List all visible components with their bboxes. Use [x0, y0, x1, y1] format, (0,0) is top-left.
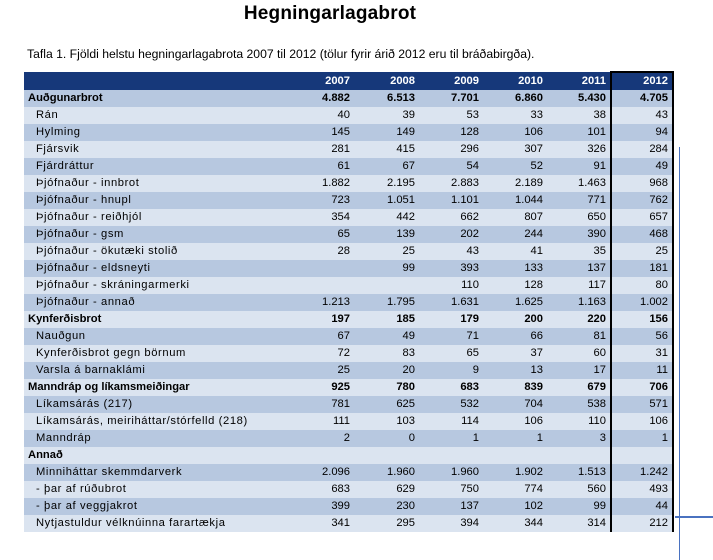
value-cell: 111 — [287, 413, 354, 430]
value-cell: 1.882 — [287, 175, 354, 192]
value-cell: 762 — [611, 192, 673, 209]
table-row — [24, 226, 673, 243]
value-cell: 683 — [287, 481, 354, 498]
value-cell: 295 — [354, 515, 419, 532]
row-label: Minniháttar skemmdarverk — [24, 464, 287, 481]
value-cell: 72 — [287, 345, 354, 362]
value-cell: 94 — [611, 124, 673, 141]
value-cell: 468 — [611, 226, 673, 243]
value-cell: 43 — [419, 243, 483, 260]
table-row — [24, 413, 673, 430]
row-label: Kynferðisbrot — [24, 311, 287, 328]
value-cell: 1.795 — [354, 294, 419, 311]
value-cell: 781 — [287, 396, 354, 413]
value-cell: 1.463 — [547, 175, 611, 192]
value-cell: 99 — [547, 498, 611, 515]
value-cell: 6.513 — [354, 90, 419, 107]
table-row — [24, 362, 673, 379]
value-cell: 326 — [547, 141, 611, 158]
value-cell: 181 — [611, 260, 673, 277]
value-cell: 17 — [547, 362, 611, 379]
table-row — [24, 175, 673, 192]
value-cell: 71 — [419, 328, 483, 345]
value-cell: 774 — [483, 481, 547, 498]
row-label: Fjárdráttur — [24, 158, 287, 175]
value-cell — [611, 447, 673, 464]
value-cell: 839 — [483, 379, 547, 396]
value-cell: 683 — [419, 379, 483, 396]
value-cell: 65 — [419, 345, 483, 362]
table-row — [24, 328, 673, 345]
row-label: Manndráp — [24, 430, 287, 447]
value-cell: 1 — [483, 430, 547, 447]
value-cell: 156 — [611, 311, 673, 328]
table-row — [24, 141, 673, 158]
row-label: Þjófnaður - skráningarmerki — [24, 277, 287, 294]
row-label: Þjófnaður - hnupl — [24, 192, 287, 209]
value-cell: 5.430 — [547, 90, 611, 107]
value-cell: 1.625 — [483, 294, 547, 311]
header-year: 2009 — [419, 72, 483, 90]
value-cell: 0 — [354, 430, 419, 447]
table-row — [24, 107, 673, 124]
category-row — [24, 311, 673, 328]
value-cell: 807 — [483, 209, 547, 226]
table-row — [24, 243, 673, 260]
value-cell: 39 — [354, 107, 419, 124]
value-cell — [287, 277, 354, 294]
value-cell: 7.701 — [419, 90, 483, 107]
value-cell: 49 — [611, 158, 673, 175]
value-cell: 44 — [611, 498, 673, 515]
table-body — [24, 90, 673, 532]
value-cell: 139 — [354, 226, 419, 243]
value-cell: 706 — [611, 379, 673, 396]
value-cell: 67 — [354, 158, 419, 175]
table-caption: Tafla 1. Fjöldi helstu hegningarlagabrota 2007 til 2012 (tölur fyrir árið 2012 eru til bráðabirgða). — [27, 47, 535, 61]
value-cell: 200 — [483, 311, 547, 328]
value-cell: 11 — [611, 362, 673, 379]
value-cell: 137 — [547, 260, 611, 277]
row-label: Þjófnaður - ökutæki stolið — [24, 243, 287, 260]
value-cell: 102 — [483, 498, 547, 515]
value-cell: 66 — [483, 328, 547, 345]
value-cell: 1.242 — [611, 464, 673, 481]
value-cell: 394 — [419, 515, 483, 532]
value-cell: 103 — [354, 413, 419, 430]
value-cell: 281 — [287, 141, 354, 158]
value-cell: 133 — [483, 260, 547, 277]
value-cell: 1.044 — [483, 192, 547, 209]
value-cell: 179 — [419, 311, 483, 328]
value-cell: 1.960 — [419, 464, 483, 481]
row-label: - þar af veggjakrot — [24, 498, 287, 515]
value-cell: 4.882 — [287, 90, 354, 107]
table-row — [24, 260, 673, 277]
page-title: Hegningarlagabrot — [243, 3, 417, 24]
value-cell: 2.195 — [354, 175, 419, 192]
value-cell: 284 — [611, 141, 673, 158]
value-cell: 80 — [611, 277, 673, 294]
value-cell: 6.860 — [483, 90, 547, 107]
table-row — [24, 158, 673, 175]
value-cell — [354, 447, 419, 464]
header-year-highlighted: 2012 — [611, 72, 673, 90]
value-cell: 560 — [547, 481, 611, 498]
table-row — [24, 515, 673, 532]
value-cell: 67 — [287, 328, 354, 345]
header-row — [24, 72, 673, 90]
value-cell — [287, 447, 354, 464]
crime-statistics-table — [24, 71, 674, 532]
value-cell: 393 — [419, 260, 483, 277]
value-cell: 128 — [419, 124, 483, 141]
table-row — [24, 464, 673, 481]
table-row — [24, 481, 673, 498]
value-cell: 780 — [354, 379, 419, 396]
table-row — [24, 209, 673, 226]
value-cell: 60 — [547, 345, 611, 362]
value-cell: 9 — [419, 362, 483, 379]
value-cell: 657 — [611, 209, 673, 226]
header-year: 2007 — [287, 72, 354, 90]
value-cell: 662 — [419, 209, 483, 226]
value-cell: 2 — [287, 430, 354, 447]
value-cell: 538 — [547, 396, 611, 413]
table-row — [24, 124, 673, 141]
value-cell: 1.213 — [287, 294, 354, 311]
value-cell: 3 — [547, 430, 611, 447]
value-cell: 114 — [419, 413, 483, 430]
value-cell: 296 — [419, 141, 483, 158]
row-label: Kynferðisbrot gegn börnum — [24, 345, 287, 362]
value-cell: 314 — [547, 515, 611, 532]
row-label: Rán — [24, 107, 287, 124]
value-cell: 43 — [611, 107, 673, 124]
value-cell: 33 — [483, 107, 547, 124]
table-row — [24, 430, 673, 447]
value-cell: 442 — [354, 209, 419, 226]
annotation-horizontal-line — [675, 516, 713, 518]
row-label: - þar af rúðubrot — [24, 481, 287, 498]
header-year: 2011 — [547, 72, 611, 90]
row-label: Þjófnaður - reiðhjól — [24, 209, 287, 226]
value-cell: 91 — [547, 158, 611, 175]
value-cell: 38 — [547, 107, 611, 124]
value-cell: 137 — [419, 498, 483, 515]
value-cell: 110 — [419, 277, 483, 294]
value-cell: 128 — [483, 277, 547, 294]
value-cell: 37 — [483, 345, 547, 362]
value-cell: 230 — [354, 498, 419, 515]
value-cell: 106 — [611, 413, 673, 430]
row-label: Annað — [24, 447, 287, 464]
value-cell: 35 — [547, 243, 611, 260]
value-cell: 399 — [287, 498, 354, 515]
value-cell: 354 — [287, 209, 354, 226]
value-cell: 723 — [287, 192, 354, 209]
value-cell — [483, 447, 547, 464]
value-cell — [354, 277, 419, 294]
table-row — [24, 192, 673, 209]
value-cell: 61 — [287, 158, 354, 175]
table-row — [24, 345, 673, 362]
value-cell: 341 — [287, 515, 354, 532]
value-cell — [419, 447, 483, 464]
value-cell: 20 — [354, 362, 419, 379]
value-cell: 1.902 — [483, 464, 547, 481]
value-cell: 2.189 — [483, 175, 547, 192]
value-cell: 307 — [483, 141, 547, 158]
value-cell: 415 — [354, 141, 419, 158]
value-cell: 2.883 — [419, 175, 483, 192]
row-label: Þjófnaður - innbrot — [24, 175, 287, 192]
value-cell: 925 — [287, 379, 354, 396]
value-cell: 40 — [287, 107, 354, 124]
value-cell: 629 — [354, 481, 419, 498]
header-year: 2008 — [354, 72, 419, 90]
value-cell: 54 — [419, 158, 483, 175]
table-row — [24, 396, 673, 413]
table-row — [24, 294, 673, 311]
value-cell: 28 — [287, 243, 354, 260]
value-cell: 81 — [547, 328, 611, 345]
category-row — [24, 379, 673, 396]
row-label: Auðgunarbrot — [24, 90, 287, 107]
value-cell: 4.705 — [611, 90, 673, 107]
value-cell: 13 — [483, 362, 547, 379]
value-cell: 25 — [287, 362, 354, 379]
value-cell: 99 — [354, 260, 419, 277]
value-cell: 1.513 — [547, 464, 611, 481]
table-row — [24, 277, 673, 294]
row-label: Nytjastuldur vélknúinna farartækja — [24, 515, 287, 532]
value-cell: 212 — [611, 515, 673, 532]
value-cell: 117 — [547, 277, 611, 294]
value-cell: 493 — [611, 481, 673, 498]
table-row — [24, 498, 673, 515]
value-cell: 53 — [419, 107, 483, 124]
value-cell: 1.163 — [547, 294, 611, 311]
value-cell: 65 — [287, 226, 354, 243]
value-cell: 1.002 — [611, 294, 673, 311]
value-cell: 31 — [611, 345, 673, 362]
value-cell: 202 — [419, 226, 483, 243]
value-cell: 197 — [287, 311, 354, 328]
row-label: Líkamsárás, meiriháttar/stórfelld (218) — [24, 413, 287, 430]
value-cell: 1 — [611, 430, 673, 447]
value-cell: 25 — [354, 243, 419, 260]
value-cell: 771 — [547, 192, 611, 209]
value-cell: 1 — [419, 430, 483, 447]
value-cell: 49 — [354, 328, 419, 345]
value-cell: 679 — [547, 379, 611, 396]
value-cell — [547, 447, 611, 464]
row-label: Nauðgun — [24, 328, 287, 345]
value-cell: 1.960 — [354, 464, 419, 481]
value-cell: 750 — [419, 481, 483, 498]
value-cell: 1.101 — [419, 192, 483, 209]
value-cell: 532 — [419, 396, 483, 413]
value-cell: 625 — [354, 396, 419, 413]
value-cell: 2.096 — [287, 464, 354, 481]
value-cell: 25 — [611, 243, 673, 260]
value-cell: 704 — [483, 396, 547, 413]
value-cell: 220 — [547, 311, 611, 328]
value-cell: 41 — [483, 243, 547, 260]
value-cell: 185 — [354, 311, 419, 328]
value-cell: 83 — [354, 345, 419, 362]
value-cell: 110 — [547, 413, 611, 430]
row-label: Líkamsárás (217) — [24, 396, 287, 413]
value-cell: 56 — [611, 328, 673, 345]
value-cell: 1.051 — [354, 192, 419, 209]
value-cell: 571 — [611, 396, 673, 413]
category-row — [24, 447, 673, 464]
header-corner — [24, 72, 287, 90]
value-cell: 650 — [547, 209, 611, 226]
row-label: Varsla á barnaklámi — [24, 362, 287, 379]
annotation-vertical-line — [679, 147, 680, 560]
value-cell: 101 — [547, 124, 611, 141]
value-cell: 149 — [354, 124, 419, 141]
value-cell: 52 — [483, 158, 547, 175]
value-cell — [287, 260, 354, 277]
value-cell: 106 — [483, 413, 547, 430]
value-cell: 344 — [483, 515, 547, 532]
category-row — [24, 90, 673, 107]
value-cell: 106 — [483, 124, 547, 141]
row-label: Þjófnaður - eldsneyti — [24, 260, 287, 277]
value-cell: 145 — [287, 124, 354, 141]
header-year: 2010 — [483, 72, 547, 90]
row-label: Þjófnaður - annað — [24, 294, 287, 311]
row-label: Þjófnaður - gsm — [24, 226, 287, 243]
row-label: Manndráp og líkamsmeiðingar — [24, 379, 287, 396]
value-cell: 968 — [611, 175, 673, 192]
row-label: Fjársvik — [24, 141, 287, 158]
value-cell: 244 — [483, 226, 547, 243]
row-label: Hylming — [24, 124, 287, 141]
value-cell: 390 — [547, 226, 611, 243]
value-cell: 1.631 — [419, 294, 483, 311]
